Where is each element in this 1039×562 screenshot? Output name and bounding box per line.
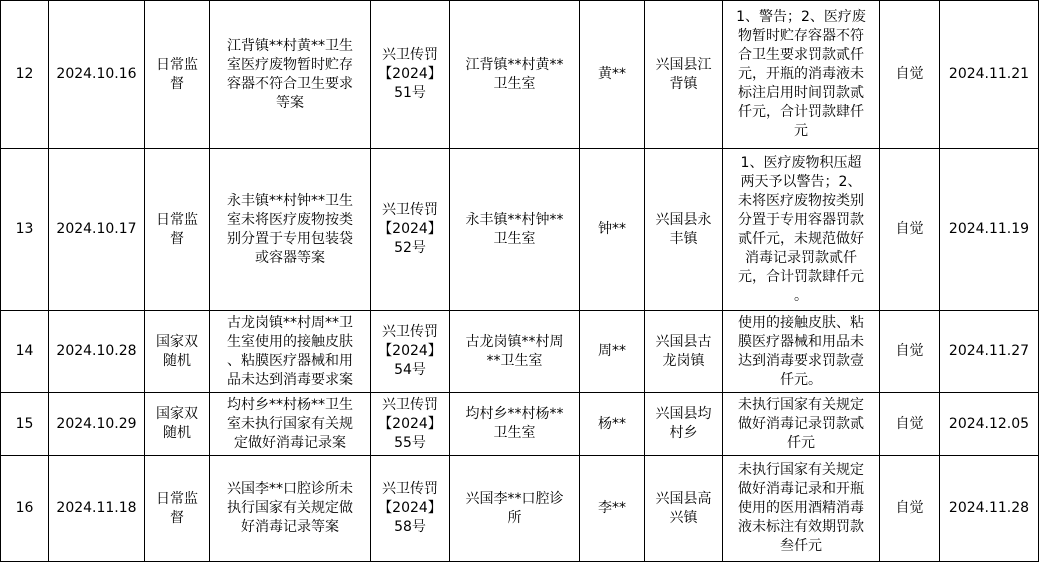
table-cell-party: 均村乡**村杨** 卫生室 bbox=[465, 406, 564, 441]
table-cell-penalty: 未执行国家有关规定 做好消毒记录罚款贰 仟元 bbox=[738, 396, 864, 451]
grid-line bbox=[0, 0, 1, 562]
table-cell-penalty: 未执行国家有关规定 做好消毒记录和开瓶 使用的医用酒精消毒 液未标注有效期罚款 叁仟元 bbox=[738, 462, 864, 554]
grid-line bbox=[209, 0, 210, 562]
table-cell-doc-no: 兴卫传罚 【2024】 55号 bbox=[378, 396, 442, 451]
table-cell-party: 永丰镇**村钟** 卫生室 bbox=[465, 211, 564, 247]
table-cell-party: 江背镇**村黄** 卫生室 bbox=[465, 56, 564, 92]
grid-line bbox=[644, 0, 645, 562]
table-cell-person: 周** bbox=[598, 343, 626, 359]
grid-line bbox=[449, 0, 450, 562]
table-cell-source: 日常监 督 bbox=[156, 56, 198, 92]
grid-line bbox=[879, 0, 880, 562]
table-cell-doc-no: 兴卫传罚 【2024】 52号 bbox=[378, 202, 442, 256]
table-cell-person: 杨** bbox=[598, 415, 626, 432]
table-cell-exec-date: 2024.11.19 bbox=[948, 221, 1030, 237]
table-cell-location: 兴国县古 龙岗镇 bbox=[655, 333, 712, 369]
table-cell-date: 2024.10.16 bbox=[56, 66, 137, 82]
table-cell-no: 14 bbox=[15, 343, 34, 359]
table-cell-person: 李** bbox=[598, 500, 626, 516]
table-cell-doc-no: 兴卫传罚 【2024】 51号 bbox=[378, 47, 442, 101]
table-cell-source: 日常监 督 bbox=[156, 211, 198, 247]
table-cell-method: 自觉 bbox=[895, 343, 924, 359]
grid-line bbox=[722, 0, 723, 562]
table-cell-method: 自觉 bbox=[895, 415, 924, 432]
table-cell-exec-date: 2024.11.21 bbox=[948, 66, 1030, 82]
table-cell-no: 16 bbox=[15, 500, 34, 516]
grid-line bbox=[0, 392, 1039, 393]
grid-line bbox=[0, 148, 1039, 149]
table-cell-case: 江背镇**村黄**卫生 室医疗废物暂时贮存 容器不符合卫生要求 等案 bbox=[227, 37, 353, 111]
table-cell-party: 古龙岗镇**村周 **卫生室 bbox=[465, 333, 564, 369]
table-cell-no: 12 bbox=[15, 66, 34, 82]
table-cell-penalty: 使用的接触皮肤、粘 膜医疗器械和用品未 达到消毒要求罚款壹 仟元。 bbox=[738, 314, 864, 388]
grid-line bbox=[0, 310, 1039, 311]
grid-line bbox=[939, 0, 940, 562]
grid-line bbox=[0, 455, 1039, 456]
table-cell-no: 15 bbox=[15, 415, 34, 432]
table-cell-no: 13 bbox=[15, 221, 34, 237]
table-cell-location: 兴国县永 丰镇 bbox=[655, 211, 712, 247]
table-cell-location: 兴国县高 兴镇 bbox=[655, 490, 712, 526]
table-cell-method: 自觉 bbox=[895, 500, 924, 516]
table-cell-source: 国家双 随机 bbox=[156, 333, 198, 369]
table-cell-exec-date: 2024.11.28 bbox=[948, 500, 1030, 516]
table-cell-case: 永丰镇**村钟**卫生 室未将医疗废物按类 别分置于专用包装袋 或容器等案 bbox=[227, 192, 353, 266]
table-cell-method: 自觉 bbox=[895, 221, 924, 237]
table-cell-person: 黄** bbox=[598, 66, 626, 82]
table-cell-location: 兴国县均 村乡 bbox=[655, 406, 712, 441]
table-cell-date: 2024.11.18 bbox=[56, 500, 137, 516]
grid-line bbox=[579, 0, 580, 562]
table-cell-date: 2024.10.28 bbox=[56, 343, 137, 359]
table-cell-exec-date: 2024.11.27 bbox=[948, 343, 1030, 359]
table-cell-doc-no: 兴卫传罚 【2024】 54号 bbox=[378, 324, 442, 378]
table-cell-penalty: 1、警告；2、医疗废 物暂时贮存容器不符 合卫生要求罚款贰仟 元，开瓶的消毒液未 标注启用时间罚款贰 仟元，合计罚款肆仟 元 bbox=[736, 9, 866, 139]
grid-line bbox=[0, 0, 1039, 1]
table-cell-case: 古龙岗镇**村周**卫 生室使用的接触皮肤 、粘膜医疗器械和用 品未达到消毒要求案 bbox=[227, 314, 353, 388]
table-cell-source: 国家双 随机 bbox=[156, 406, 198, 441]
table-cell-case: 均村乡**村杨**卫生 室未执行国家有关规 定做好消毒记录案 bbox=[227, 396, 353, 451]
grid-line bbox=[144, 0, 145, 562]
table-cell-date: 2024.10.29 bbox=[56, 415, 137, 432]
table-cell-doc-no: 兴卫传罚 【2024】 58号 bbox=[378, 481, 442, 535]
table-cell-location: 兴国县江 背镇 bbox=[655, 56, 712, 92]
grid-line bbox=[370, 0, 371, 562]
table-cell-date: 2024.10.17 bbox=[56, 221, 137, 237]
table-cell-penalty: 1、医疗废物积压超 两天予以警告；2、 未将医疗废物按类别 分置于专用容器罚款 贰仟元，未规范做好 消毒记录罚款贰仟 元，合计罚款肆仟元 。 bbox=[738, 154, 864, 304]
table-cell-exec-date: 2024.12.05 bbox=[948, 415, 1030, 432]
table-cell-method: 自觉 bbox=[895, 66, 924, 82]
table-cell-case: 兴国李**口腔诊所未 执行国家有关规定做 好消毒记录等案 bbox=[227, 481, 353, 535]
grid-line bbox=[48, 0, 49, 562]
table-cell-source: 日常监 督 bbox=[156, 490, 198, 526]
table-cell-party: 兴国李**口腔诊 所 bbox=[465, 490, 564, 526]
table-cell-person: 钟** bbox=[598, 221, 626, 237]
